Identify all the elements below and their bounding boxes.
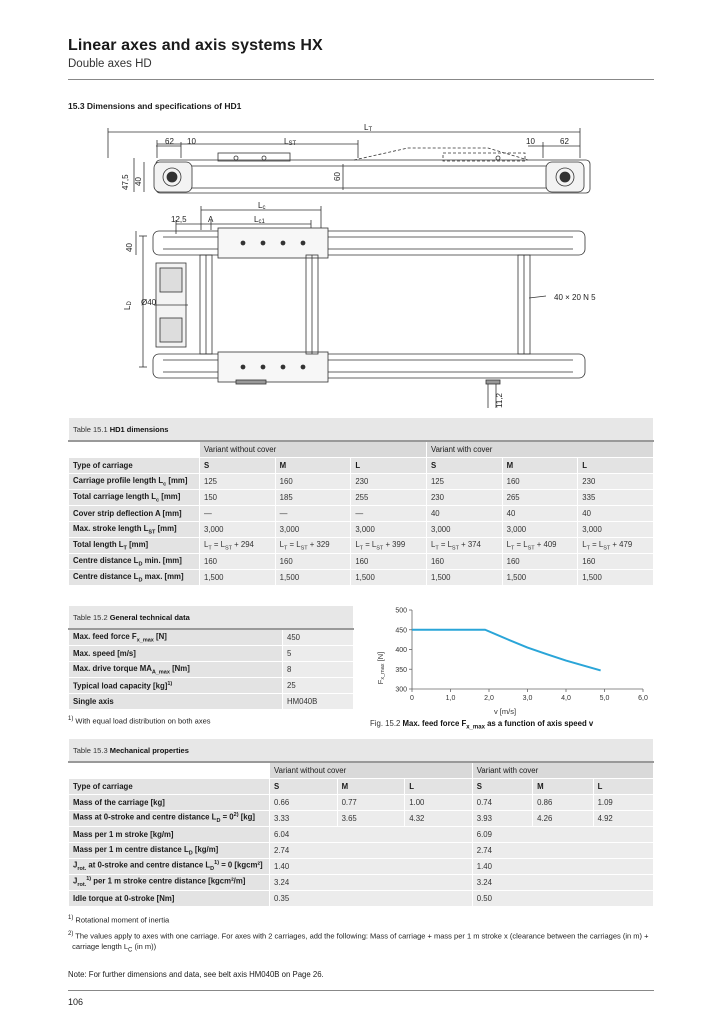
dim-60: 60 [333, 172, 342, 181]
table-row [69, 474, 654, 490]
dim-lc1: Lc1 [254, 215, 265, 225]
chart-x-tick-label: 1,0 [445, 695, 456, 702]
table-cell: 230 [426, 490, 502, 506]
table-cell: — [200, 506, 276, 522]
table-row [69, 779, 654, 795]
dim-62-right: 62 [560, 137, 569, 146]
table-cell: 0.35 [270, 891, 473, 907]
row-label: Centre distance $L_D$ max. [mm] [69, 570, 200, 586]
table-cell: L [405, 779, 473, 795]
row-label: Type of carriage [69, 779, 270, 795]
table-cell: 1,500 [275, 570, 351, 586]
table-cell: 3,000 [502, 522, 578, 538]
table3-footnote-1: $^{1)}$ Rotational moment of inertia [68, 915, 170, 925]
table-cell: 1,500 [351, 570, 427, 586]
dim-ld: LD [123, 301, 133, 310]
table-cell: 125 [200, 474, 276, 490]
table-row [69, 827, 654, 843]
table-mechanical-properties [68, 738, 654, 907]
chart-y-tick-label: 450 [395, 627, 407, 635]
table-cell: 2.74 [270, 843, 473, 859]
table-row [69, 646, 354, 662]
table-cell: 6.09 [472, 827, 653, 843]
table-cell: 1.40 [270, 859, 473, 875]
table-cell: — [351, 506, 427, 522]
table-row [69, 811, 654, 827]
table-row [69, 875, 654, 891]
table-cell: 125 [426, 474, 502, 490]
table3-body [69, 779, 654, 907]
row-label: Mass per 1 m stroke [kg/m] [69, 827, 270, 843]
table2-footnote: $^{1)}$ With equal load distribution on both axes [68, 716, 211, 726]
table1-group-without: Variant without cover [200, 441, 427, 458]
dim-lt: LT [364, 123, 373, 133]
chart-x-tick-label: 5,0 [599, 695, 610, 702]
table-cell: S [270, 779, 338, 795]
table-cell: 3,000 [200, 522, 276, 538]
chart-y-tick-label: 350 [395, 666, 407, 674]
table-cell: 40 [502, 506, 578, 522]
chart-x-tick-label: 4,0 [561, 695, 571, 702]
page-note: Note: For further dimensions and data, see belt axis HM040B on Page 26. [68, 970, 324, 979]
table-cell: $L_T = L_{ST} + 294$ [200, 538, 276, 554]
table-cell: 0.66 [270, 795, 338, 811]
dim-62-left: 62 [165, 137, 174, 146]
table-cell: 40 [578, 506, 654, 522]
page-number: 106 [68, 997, 84, 1007]
section-heading: 15.3 Dimensions and specifications of HD1 [68, 101, 242, 111]
table-cell: 230 [351, 474, 427, 490]
table-cell: 3,000 [275, 522, 351, 538]
row-label: Cover strip deflection A [mm] [69, 506, 200, 522]
chart-caption: Fig. 15.2 Max. feed force $F_{x\_max}$ as a function of axis speed v [370, 719, 594, 731]
table-cell: 0.86 [533, 795, 593, 811]
table-cell: $L_T = L_{ST} + 374$ [426, 538, 502, 554]
chart-ylabel: Fx_max [N] [376, 651, 386, 685]
table-cell: 1,500 [502, 570, 578, 586]
table-cell: 160 [275, 474, 351, 490]
dim-47-5: 47,5 [121, 174, 130, 190]
table-cell: 185 [275, 490, 351, 506]
table-cell: 3.24 [472, 875, 653, 891]
dim-40-side: 40 [134, 177, 143, 186]
table-cell: $L_T = L_{ST} + 329$ [275, 538, 351, 554]
table-row [69, 458, 654, 474]
table-cell: 0.50 [472, 891, 653, 907]
feed-force-chart [365, 602, 655, 720]
table-cell: 1,500 [200, 570, 276, 586]
table-cell: 265 [502, 490, 578, 506]
row-label: Idle torque at 0-stroke [Nm] [69, 891, 270, 907]
table-cell: 160 [351, 554, 427, 570]
table-cell: 160 [200, 554, 276, 570]
dim-10-right: 10 [526, 137, 535, 146]
table-cell: 3.33 [270, 811, 338, 827]
footer-divider [68, 990, 654, 991]
table2-body [69, 629, 354, 710]
chart-xlabel: v [m/s] [493, 707, 517, 716]
row-label: Mass at 0-stroke and centre distance $L_D = 0^{2)}$ [kg] [69, 811, 270, 827]
table3-group-without: Variant without cover [270, 762, 473, 779]
dim-40-top: 40 [125, 243, 134, 252]
dim-10-left: 10 [187, 137, 196, 146]
row-label: Max. speed [m/s] [69, 646, 283, 662]
table-row [69, 490, 654, 506]
table-row [69, 891, 654, 907]
table-cell: S [426, 458, 502, 474]
chart-x-tick-label: 2,0 [484, 695, 494, 702]
page-subtitle: Double axes HD [68, 58, 152, 70]
table-cell: 160 [275, 554, 351, 570]
table-hd1-dimensions [68, 417, 654, 586]
table3-footnote-2: $^{2)}$ The values apply to axes with one carriage. For axes with 2 carriages, add the following: Mass of carriage + mass per 1 m stroke x (clearance between the carriages (in m) + carriage length $L_C$ (in m)) [68, 931, 649, 953]
table-row [69, 662, 354, 678]
table-row [69, 843, 654, 859]
table-row [69, 795, 654, 811]
table-row [69, 859, 654, 875]
chart-y-tick-label: 300 [395, 686, 407, 694]
table-cell: 8 [283, 662, 354, 678]
dim-lst: LST [284, 137, 297, 147]
row-label: Typical load capacity [kg]$^{1)}$ [69, 678, 283, 694]
page-title: Linear axes and axis systems HX [68, 37, 323, 54]
table-cell: 5 [283, 646, 354, 662]
table-cell: L [593, 779, 653, 795]
row-label: Max. stroke length $L_{ST}$ [mm] [69, 522, 200, 538]
table3-group-with: Variant with cover [472, 762, 653, 779]
table-cell: 335 [578, 490, 654, 506]
table-cell: 1.00 [405, 795, 473, 811]
table-cell: $L_T = L_{ST} + 479$ [578, 538, 654, 554]
table1-group-with: Variant with cover [426, 441, 653, 458]
row-label: Total carriage length $L_c$ [mm] [69, 490, 200, 506]
table-cell: 160 [502, 554, 578, 570]
table-cell: — [275, 506, 351, 522]
table-cell: 150 [200, 490, 276, 506]
row-label: $J_{rot.}^{1)}$ per 1 m stroke centre distance [kgcm²/m] [69, 875, 270, 891]
table-cell: M [502, 458, 578, 474]
bolt-label: 40 × 20 N 5 [554, 293, 596, 302]
table-cell: 3.65 [337, 811, 405, 827]
table-cell: HM040B [283, 694, 354, 710]
table-cell: 255 [351, 490, 427, 506]
row-label: Max. drive torque $MA_{A\_max}$ [Nm] [69, 662, 283, 678]
dim-a: A [208, 215, 214, 224]
table-cell: 4.32 [405, 811, 473, 827]
table-row [69, 554, 654, 570]
table-row [69, 538, 654, 554]
row-label: Carriage profile length $L_c$ [mm] [69, 474, 200, 490]
table-row [69, 522, 654, 538]
chart-y-tick-label: 500 [395, 607, 407, 615]
table-cell: 230 [578, 474, 654, 490]
table-cell: 3,000 [426, 522, 502, 538]
chart-x-tick-label: 6,0 [638, 695, 648, 702]
table-cell: 4.92 [593, 811, 653, 827]
technical-drawing [68, 118, 658, 414]
row-label: Mass of the carriage [kg] [69, 795, 270, 811]
table2-caption: Table 15.2 General technical data [69, 606, 354, 630]
dim-dia40: Ø40 [141, 298, 157, 307]
table-cell: 160 [426, 554, 502, 570]
table-cell: 6.04 [270, 827, 473, 843]
table-cell: 160 [578, 554, 654, 570]
table3-caption: Table 15.3 Mechanical properties [69, 739, 654, 763]
table-cell: 4.26 [533, 811, 593, 827]
row-label: Centre distance $L_D$ min. [mm] [69, 554, 200, 570]
row-label: $J_{rot.}$ at 0-stroke and centre distance $L_D^{1)} = 0$ [kgcm²] [69, 859, 270, 875]
chart-x-tick-label: 0 [410, 695, 414, 702]
table-cell: L [351, 458, 427, 474]
dim-11-2: 11,2 [495, 393, 504, 408]
chart-series-line [412, 630, 601, 671]
table1-caption: Table 15.1 HD1 dimensions [69, 418, 654, 442]
table-cell: $L_T = L_{ST} + 399$ [351, 538, 427, 554]
table-cell: 0.77 [337, 795, 405, 811]
table-cell: M [533, 779, 593, 795]
table-cell: 160 [502, 474, 578, 490]
table-cell: 3.93 [472, 811, 532, 827]
table-cell: S [472, 779, 532, 795]
table-cell: S [200, 458, 276, 474]
table-cell: 40 [426, 506, 502, 522]
table-cell: 450 [283, 629, 354, 646]
table-cell: 25 [283, 678, 354, 694]
table-row [69, 629, 354, 646]
table-row [69, 694, 354, 710]
header-divider [68, 79, 654, 80]
chart-x-tick-label: 3,0 [522, 695, 533, 702]
row-label: Mass per 1 m centre distance $L_D$ [kg/m] [69, 843, 270, 859]
table-cell: 3,000 [578, 522, 654, 538]
table1-body [69, 458, 654, 586]
table-row [69, 570, 654, 586]
dim-lc: Lc [258, 201, 266, 211]
table-cell: 1.40 [472, 859, 653, 875]
row-label: Single axis [69, 694, 283, 710]
table-cell: M [275, 458, 351, 474]
row-label: Total length $L_T$ [mm] [69, 538, 200, 554]
table-cell: 0.74 [472, 795, 532, 811]
table-row [69, 678, 354, 694]
table-cell: 2.74 [472, 843, 653, 859]
table-general-technical-data [68, 605, 354, 710]
table-cell: L [578, 458, 654, 474]
table-cell: 1.09 [593, 795, 653, 811]
dim-12-5: 12,5 [171, 215, 187, 224]
row-label: Type of carriage [69, 458, 200, 474]
table-cell: 3.24 [270, 875, 473, 891]
table-cell: M [337, 779, 405, 795]
table-cell: $L_T = L_{ST} + 409$ [502, 538, 578, 554]
chart-y-tick-label: 400 [395, 647, 407, 654]
table-cell: 1,500 [426, 570, 502, 586]
table-cell: 1,500 [578, 570, 654, 586]
table-row [69, 506, 654, 522]
row-label: Max. feed force $F_{x\_max}$ [N] [69, 629, 283, 646]
table-cell: 3,000 [351, 522, 427, 538]
